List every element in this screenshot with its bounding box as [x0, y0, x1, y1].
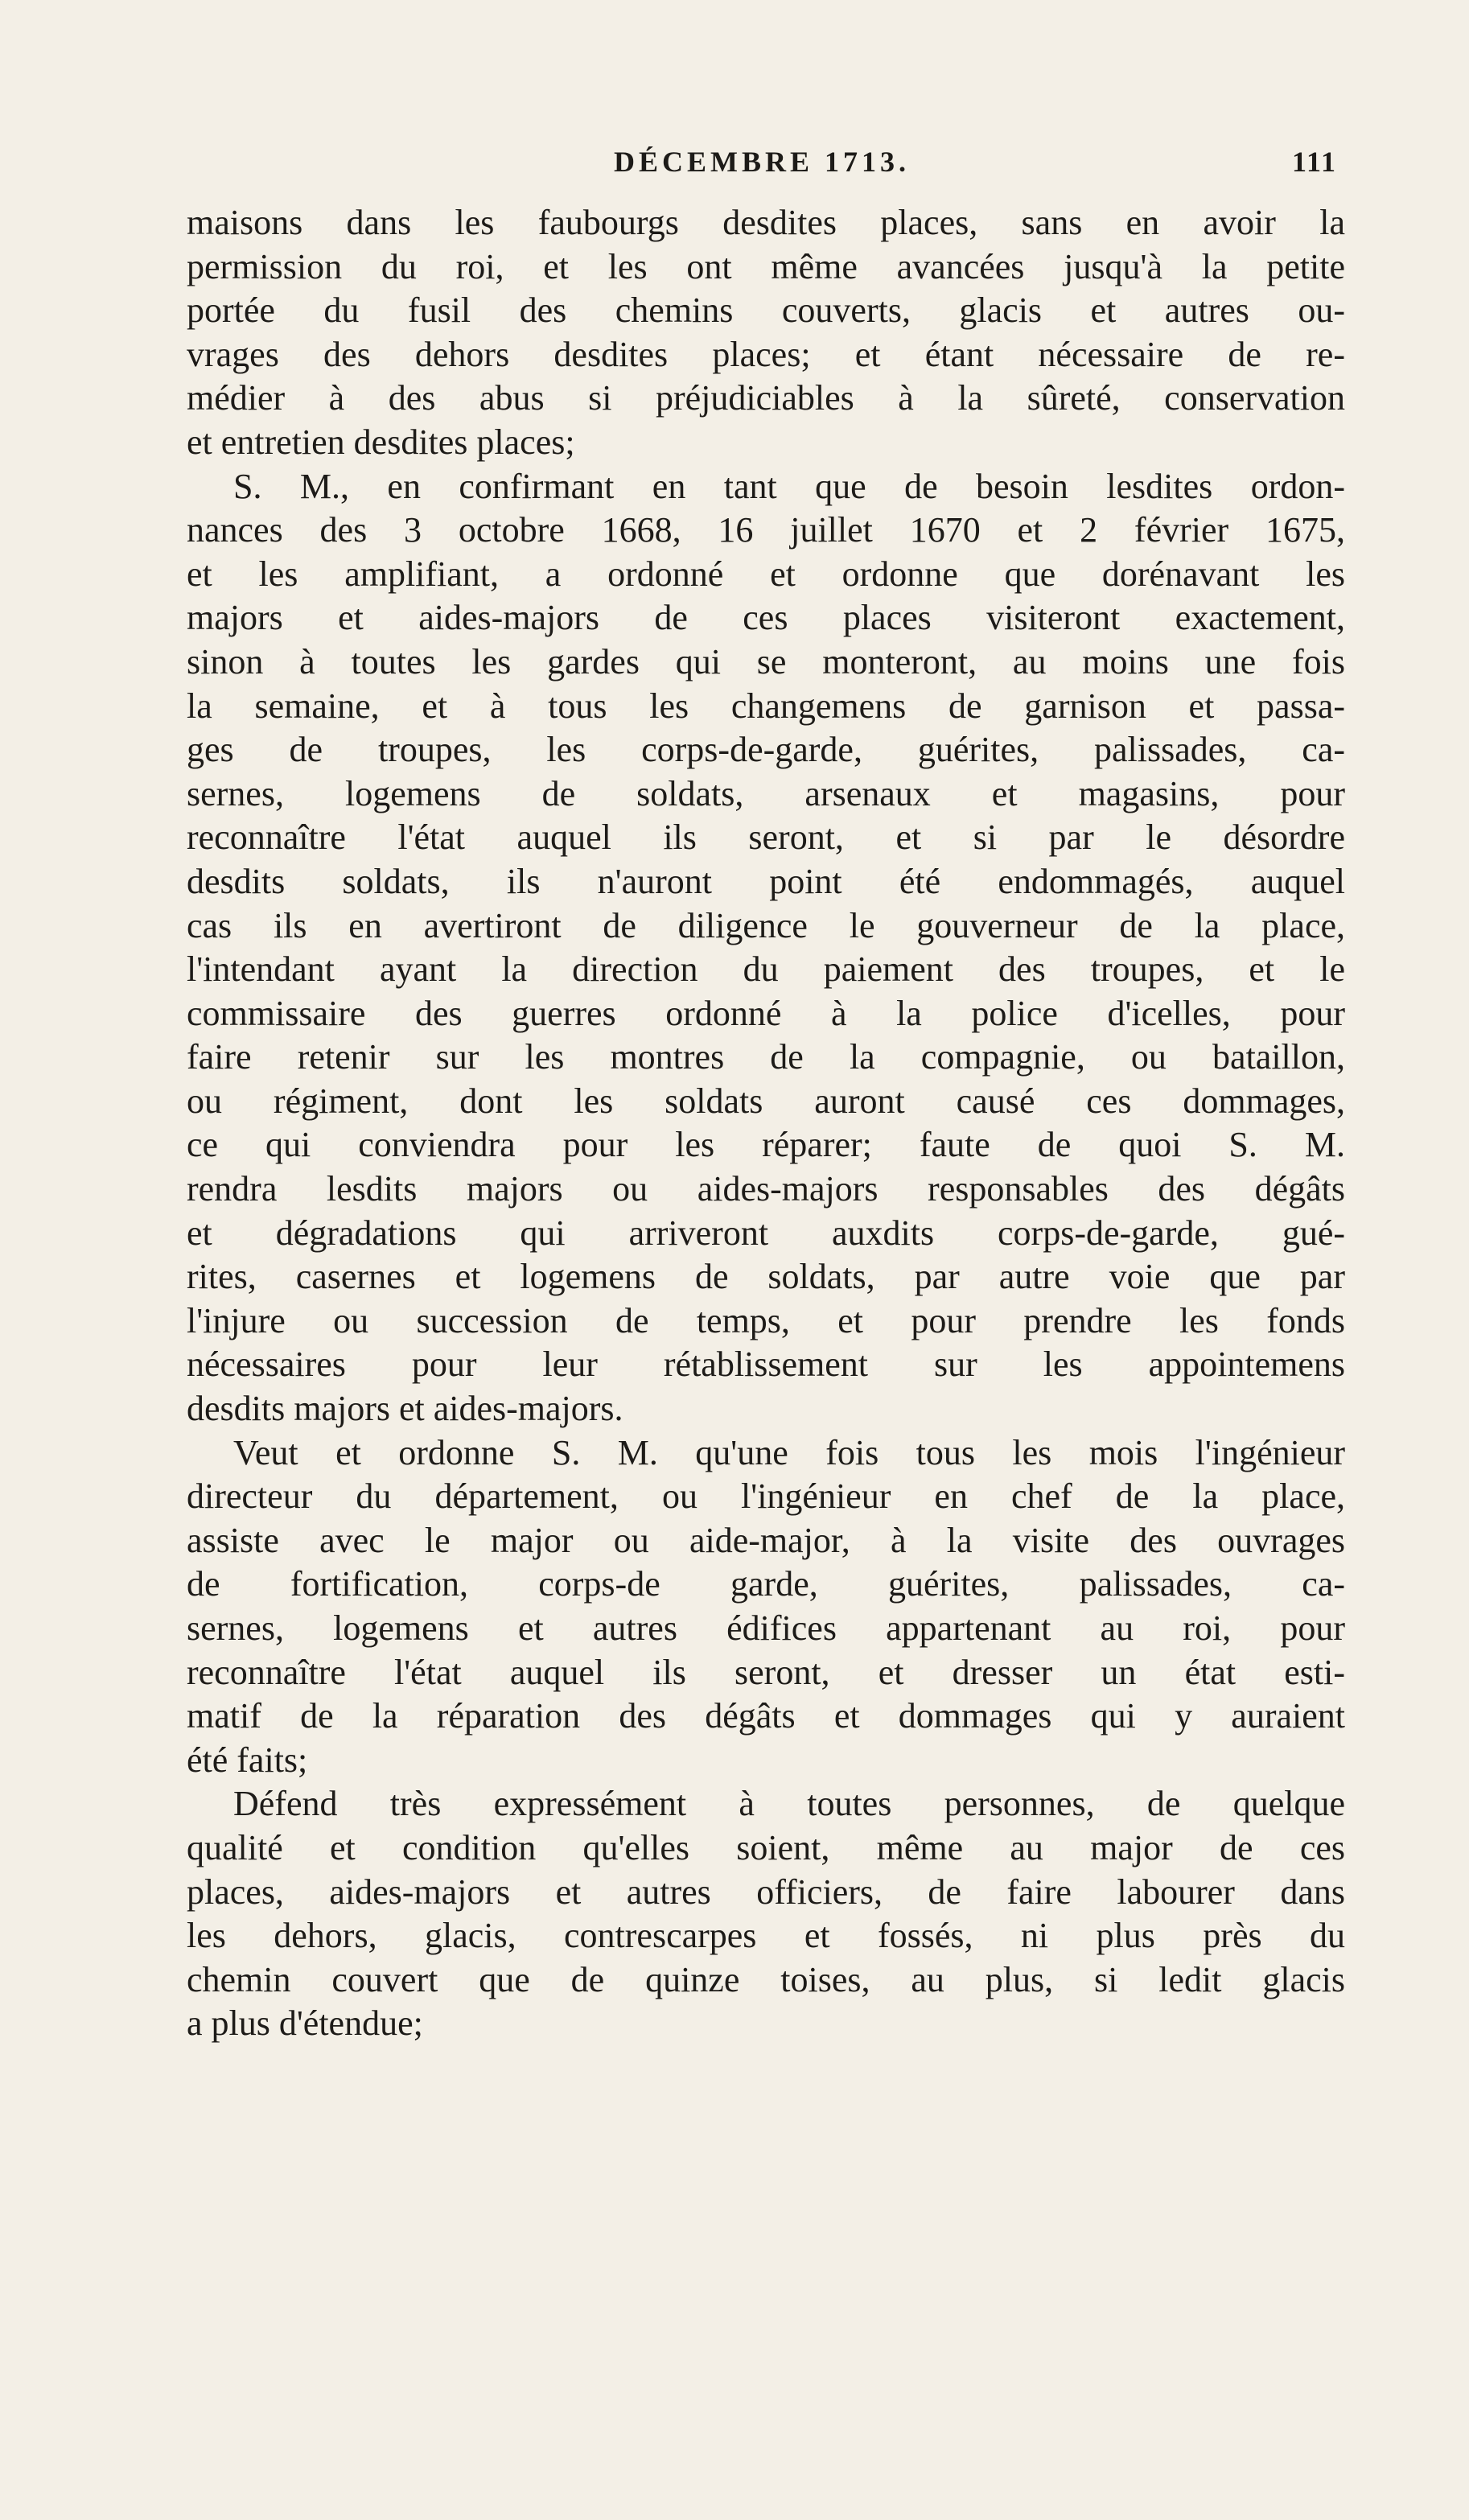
text-line: de fortification, corps-de garde, guérites, palissades, ca- — [187, 1564, 1345, 1604]
text-line: et entretien desdites places; — [187, 422, 575, 462]
running-head — [187, 145, 1337, 193]
text-line: l'injure ou succession de temps, et pour prendre les fonds — [187, 1300, 1345, 1340]
text-line: médier à des abus si préjudiciables à la sûreté, conservation — [187, 378, 1345, 418]
text-line: reconnaître l'état auquel ils seront, et si par le désordre — [187, 817, 1345, 858]
text-line: ce qui conviendra pour les réparer; faute de quoi S. M. — [187, 1125, 1345, 1165]
text-line: et les amplifiant, a ordonné et ordonne que dorénavant les — [187, 554, 1345, 594]
text-line: desdits majors et aides-majors. — [187, 1389, 623, 1429]
text-line: reconnaître l'état auquel ils seront, et dresser un état esti- — [187, 1652, 1345, 1692]
text-line: portée du fusil des chemins couverts, glacis et autres ou- — [187, 290, 1345, 331]
page-number: 111 — [1291, 146, 1337, 178]
text-line: qualité et condition qu'elles soient, même au major de ces — [187, 1827, 1345, 1867]
text-line: ges de troupes, les corps-de-garde, guérites, palissades, ca- — [187, 730, 1345, 770]
text-line: S. M., en confirmant en tant que de besoin lesdites ordon- — [233, 466, 1345, 506]
text-line: été faits; — [187, 1740, 308, 1780]
text-line: les dehors, glacis, contrescarpes et fossés, ni plus près du — [187, 1916, 1345, 1956]
text-line: sinon à toutes les gardes qui se monteront, au moins une fois — [187, 641, 1345, 681]
text-line: permission du roi, et les ont même avancées jusqu'à la petite — [187, 246, 1345, 286]
text-line: desdits soldats, ils n'auront point été endommagés, auquel — [187, 861, 1345, 901]
text-line: directeur du département, ou l'ingénieur en chef de la place, — [187, 1476, 1345, 1517]
text-line: l'intendant ayant la direction du paiement des troupes, et le — [187, 949, 1345, 990]
text-line: vrages des dehors desdites places; et étant nécessaire de re- — [187, 334, 1345, 374]
text-line: et dégradations qui arriveront auxdits corps-de-garde, gué- — [187, 1213, 1345, 1253]
text-line: commissaire des guerres ordonné à la police d'icelles, pour — [187, 993, 1345, 1033]
text-line: places, aides-majors et autres officiers, de faire labourer dans — [187, 1871, 1345, 1912]
text-line: nances des 3 octobre 1668, 16 juillet 1670 et 2 février 1675, — [187, 510, 1345, 550]
text-line: chemin couvert que de quinze toises, au plus, si ledit glacis — [187, 1959, 1345, 1999]
text-line: rites, casernes et logemens de soldats, par autre voie que par — [187, 1257, 1345, 1297]
text-line: la semaine, et à tous les changemens de garnison et passa- — [187, 686, 1345, 726]
text-line: nécessaires pour leur rétablissement sur les appointemens — [187, 1344, 1345, 1385]
running-title: DÉCEMBRE 1713. — [613, 146, 911, 178]
text-line: ou régiment, dont les soldats auront causé ces dommages, — [187, 1081, 1345, 1121]
text-line: assiste avec le major ou aide-major, à la visite des ouvrages — [187, 1520, 1345, 1560]
text-line: faire retenir sur les montres de la compagnie, ou bataillon, — [187, 1037, 1345, 1077]
text-line: a plus d'étendue; — [187, 2003, 423, 2044]
text-line: sernes, logemens et autres édifices appartenant au roi, pour — [187, 1608, 1345, 1648]
body-text — [187, 201, 1345, 2046]
text-line: majors et aides-majors de ces places visiteront exactement, — [187, 598, 1345, 638]
text-line: rendra lesdits majors ou aides-majors responsables des dégâts — [187, 1169, 1345, 1209]
text-line: Veut et ordonne S. M. qu'une fois tous les mois l'ingénieur — [233, 1432, 1345, 1472]
text-line: matif de la réparation des dégâts et dommages qui y auraient — [187, 1696, 1345, 1736]
text-line: Défend très expressément à toutes personnes, de quelque — [233, 1784, 1345, 1824]
text-line: sernes, logemens de soldats, arsenaux et magasins, pour — [187, 773, 1345, 813]
text-line: cas ils en avertiront de diligence le gouverneur de la place, — [187, 905, 1345, 945]
text-line: maisons dans les faubourgs desdites places, sans en avoir la — [187, 203, 1345, 242]
